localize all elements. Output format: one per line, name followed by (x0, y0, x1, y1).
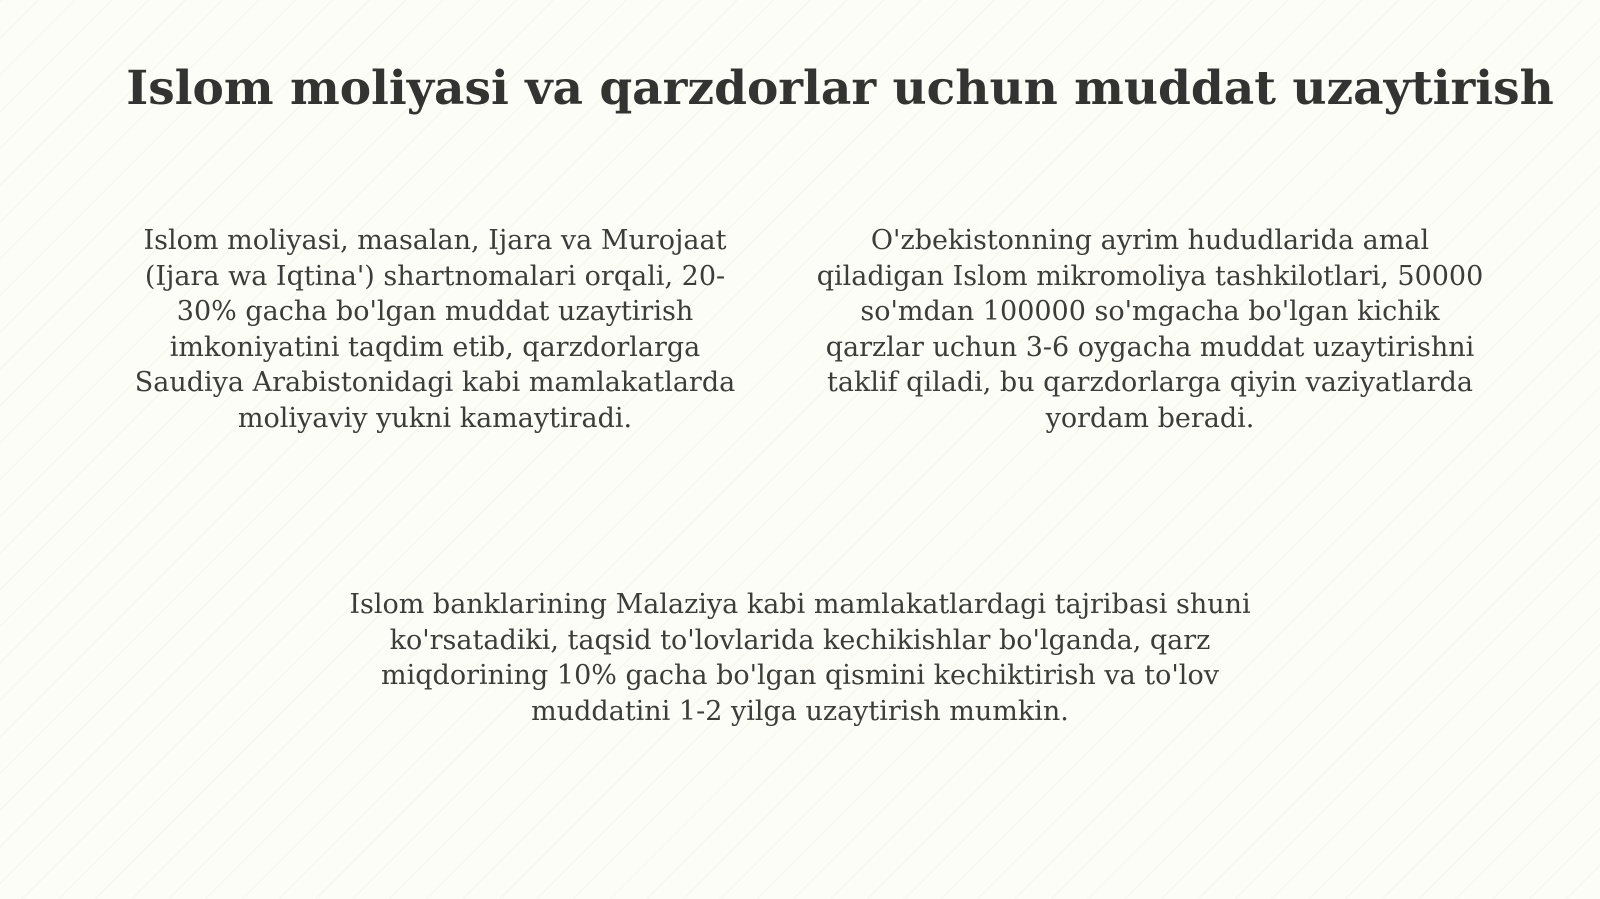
bottom-paragraph-line: muddatini 1-2 yilga uzaytirish mumkin. (531, 695, 1069, 727)
right-paragraph (790, 223, 1510, 436)
bottom-paragraph (300, 587, 1300, 729)
bottom-paragraph-line: Islom banklarining Malaziya kabi mamlakatlardagi tajribasi shuni (349, 589, 1251, 620)
right-paragraph-line: O'zbekistonning ayrim hududlarida amal (870, 225, 1430, 256)
right-paragraph-line: yordam beradi. (1045, 402, 1255, 434)
left-paragraph-line: Islom moliyasi, masalan, Ijara va Murojaat (143, 225, 727, 256)
right-paragraph-line: qiladigan Islom mikromoliya tashkilotlari, 50000 (816, 260, 1484, 292)
slide-title: Islom moliyasi va qarzdorlar uchun muddat uzaytirish (126, 61, 1554, 116)
left-paragraph-line: Saudiya Arabistonidagi kabi mamlakatlarda (134, 367, 736, 398)
right-paragraph-line: so'mdan 100000 so'mgacha bo'lgan kichik (860, 296, 1440, 327)
left-paragraph-line: imkoniyatini taqdim etib, qarzdorlarga (169, 331, 701, 363)
left-paragraph-line: moliyaviy yukni kamaytiradi. (237, 402, 633, 434)
bottom-paragraph-line: ko'rsatadiki, taqsid to'lovlarida kechikishlar bo'lganda, qarz (389, 624, 1211, 656)
left-paragraph-line: (Ijara wa Iqtina') shartnomalari orqali, 20- (144, 260, 726, 292)
right-paragraph-line: qarzlar uchun 3-6 oygacha muddat uzaytirishni (825, 331, 1475, 363)
left-paragraph-line: 30% gacha bo'lgan muddat uzaytirish (176, 296, 694, 327)
left-paragraph (95, 223, 775, 436)
bottom-paragraph-line: miqdorining 10% gacha bo'lgan qismini kechiktirish va to'lov (381, 660, 1219, 691)
right-paragraph-line: taklif qiladi, bu qarzdorlarga qiyin vaziyatlarda (827, 367, 1473, 398)
